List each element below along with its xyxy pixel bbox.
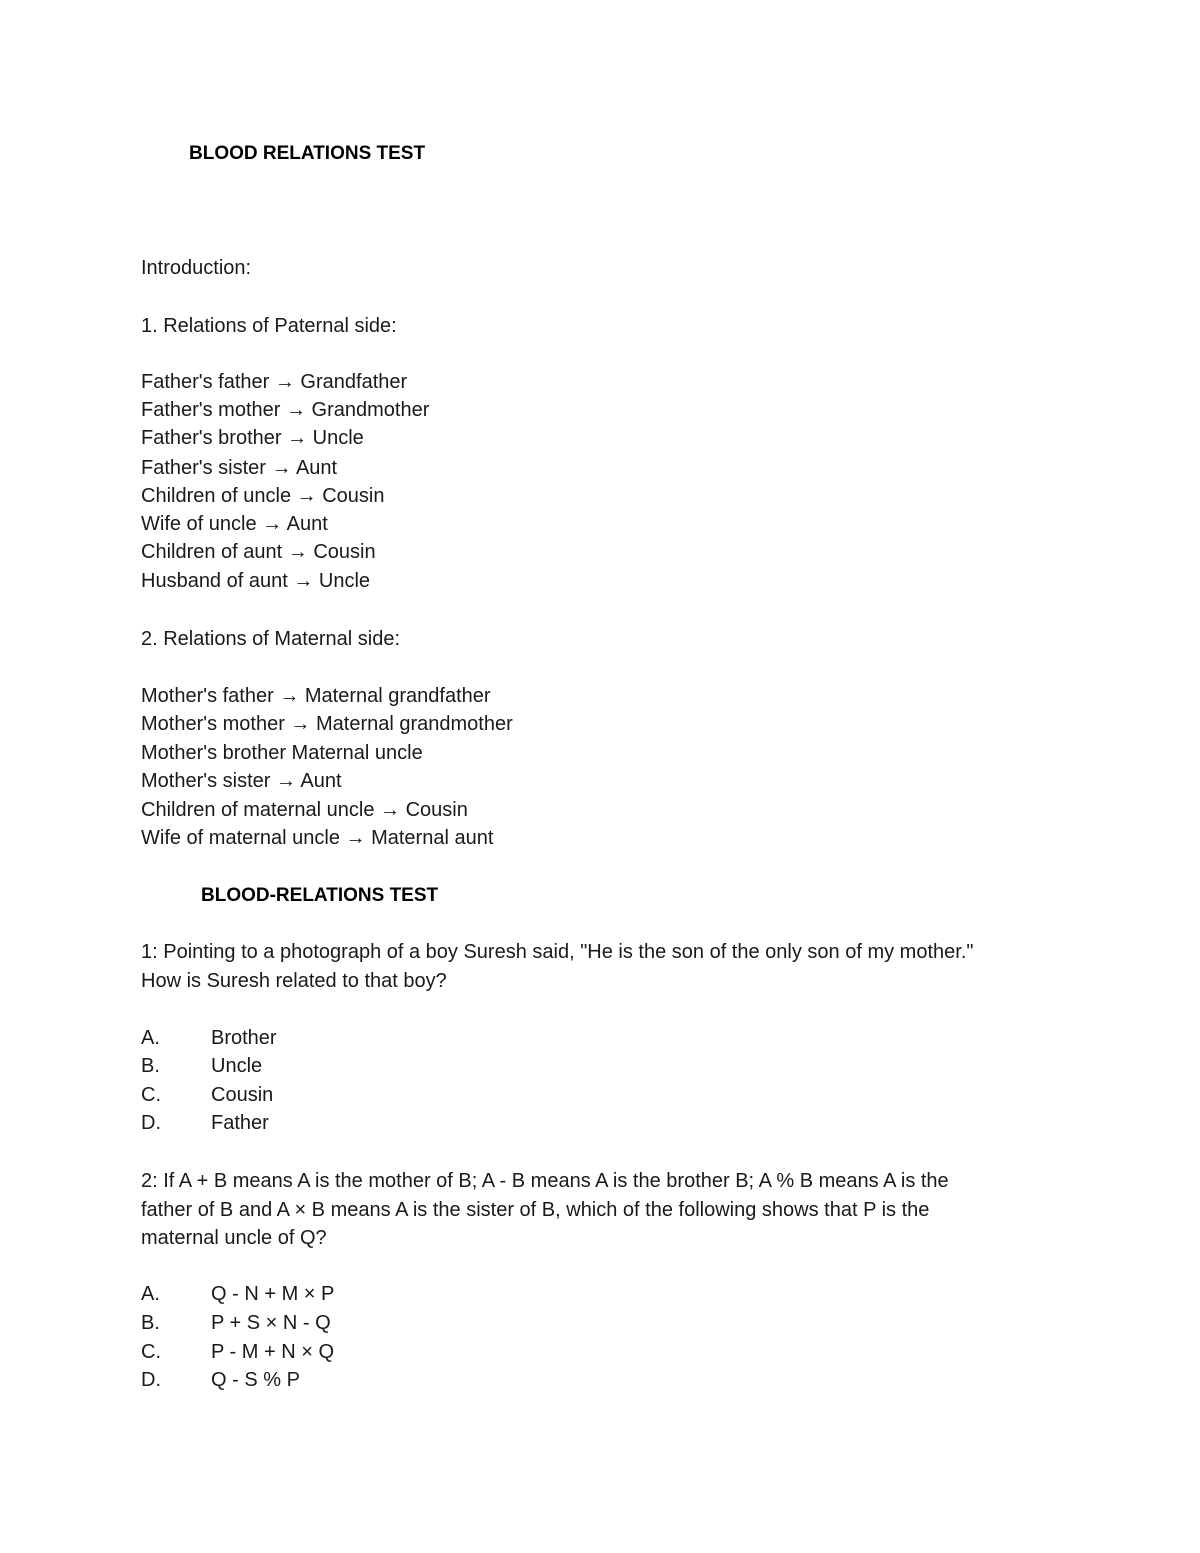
paternal-item: Husband of aunt → Uncle [141,570,371,592]
paternal-item: Father's father → Grandfather [141,371,408,393]
introduction-label: Introduction: [141,257,252,279]
option-letter: A. [141,1283,160,1305]
document-title: BLOOD RELATIONS TEST [189,143,426,164]
test-title: BLOOD-RELATIONS TEST [201,885,439,906]
option-letter: D. [141,1369,161,1391]
option-letter: D. [141,1112,161,1134]
paternal-item: Father's brother → Uncle [141,427,364,449]
paternal-item: Children of uncle → Cousin [141,485,385,507]
paternal-item: Children of aunt → Cousin [141,541,376,563]
option-text: P + S × N - Q [211,1312,331,1334]
maternal-item: Children of maternal uncle → Cousin [141,799,468,821]
paternal-item: Father's mother → Grandmother [141,399,430,421]
option-letter: B. [141,1312,160,1334]
question-1-line: 1: Pointing to a photograph of a boy Suresh said, "He is the son of the only son of my mother." [141,941,974,963]
option-letter: B. [141,1055,160,1077]
option-text: Father [211,1112,269,1134]
option-letter: C. [141,1341,161,1363]
maternal-item: Mother's sister → Aunt [141,770,342,792]
maternal-item: Mother's brother Maternal uncle [141,742,423,764]
option-text: Q - S % P [211,1369,300,1391]
maternal-heading: 2. Relations of Maternal side: [141,628,401,650]
maternal-item: Mother's mother → Maternal grandmother [141,713,513,735]
option-letter: A. [141,1027,160,1049]
question-1-line: How is Suresh related to that boy? [141,970,447,992]
maternal-item: Mother's father → Maternal grandfather [141,685,491,707]
paternal-heading: 1. Relations of Paternal side: [141,315,397,337]
option-text: Uncle [211,1055,263,1077]
option-text: Cousin [211,1084,274,1106]
option-text: P - M + N × Q [211,1341,334,1363]
option-text: Brother [211,1027,277,1049]
paternal-item: Father's sister → Aunt [141,457,338,479]
question-2-line: maternal uncle of Q? [141,1227,327,1249]
maternal-item: Wife of maternal uncle → Maternal aunt [141,827,494,849]
option-letter: C. [141,1084,161,1106]
option-text: Q - N + M × P [211,1283,335,1305]
question-2-line: 2: If A + B means A is the mother of B; A - B means A is the brother B; A % B means A is the [141,1170,949,1192]
question-2-line: father of B and A × B means A is the sister of B, which of the following shows that P is the [141,1199,930,1221]
paternal-item: Wife of uncle → Aunt [141,513,328,535]
